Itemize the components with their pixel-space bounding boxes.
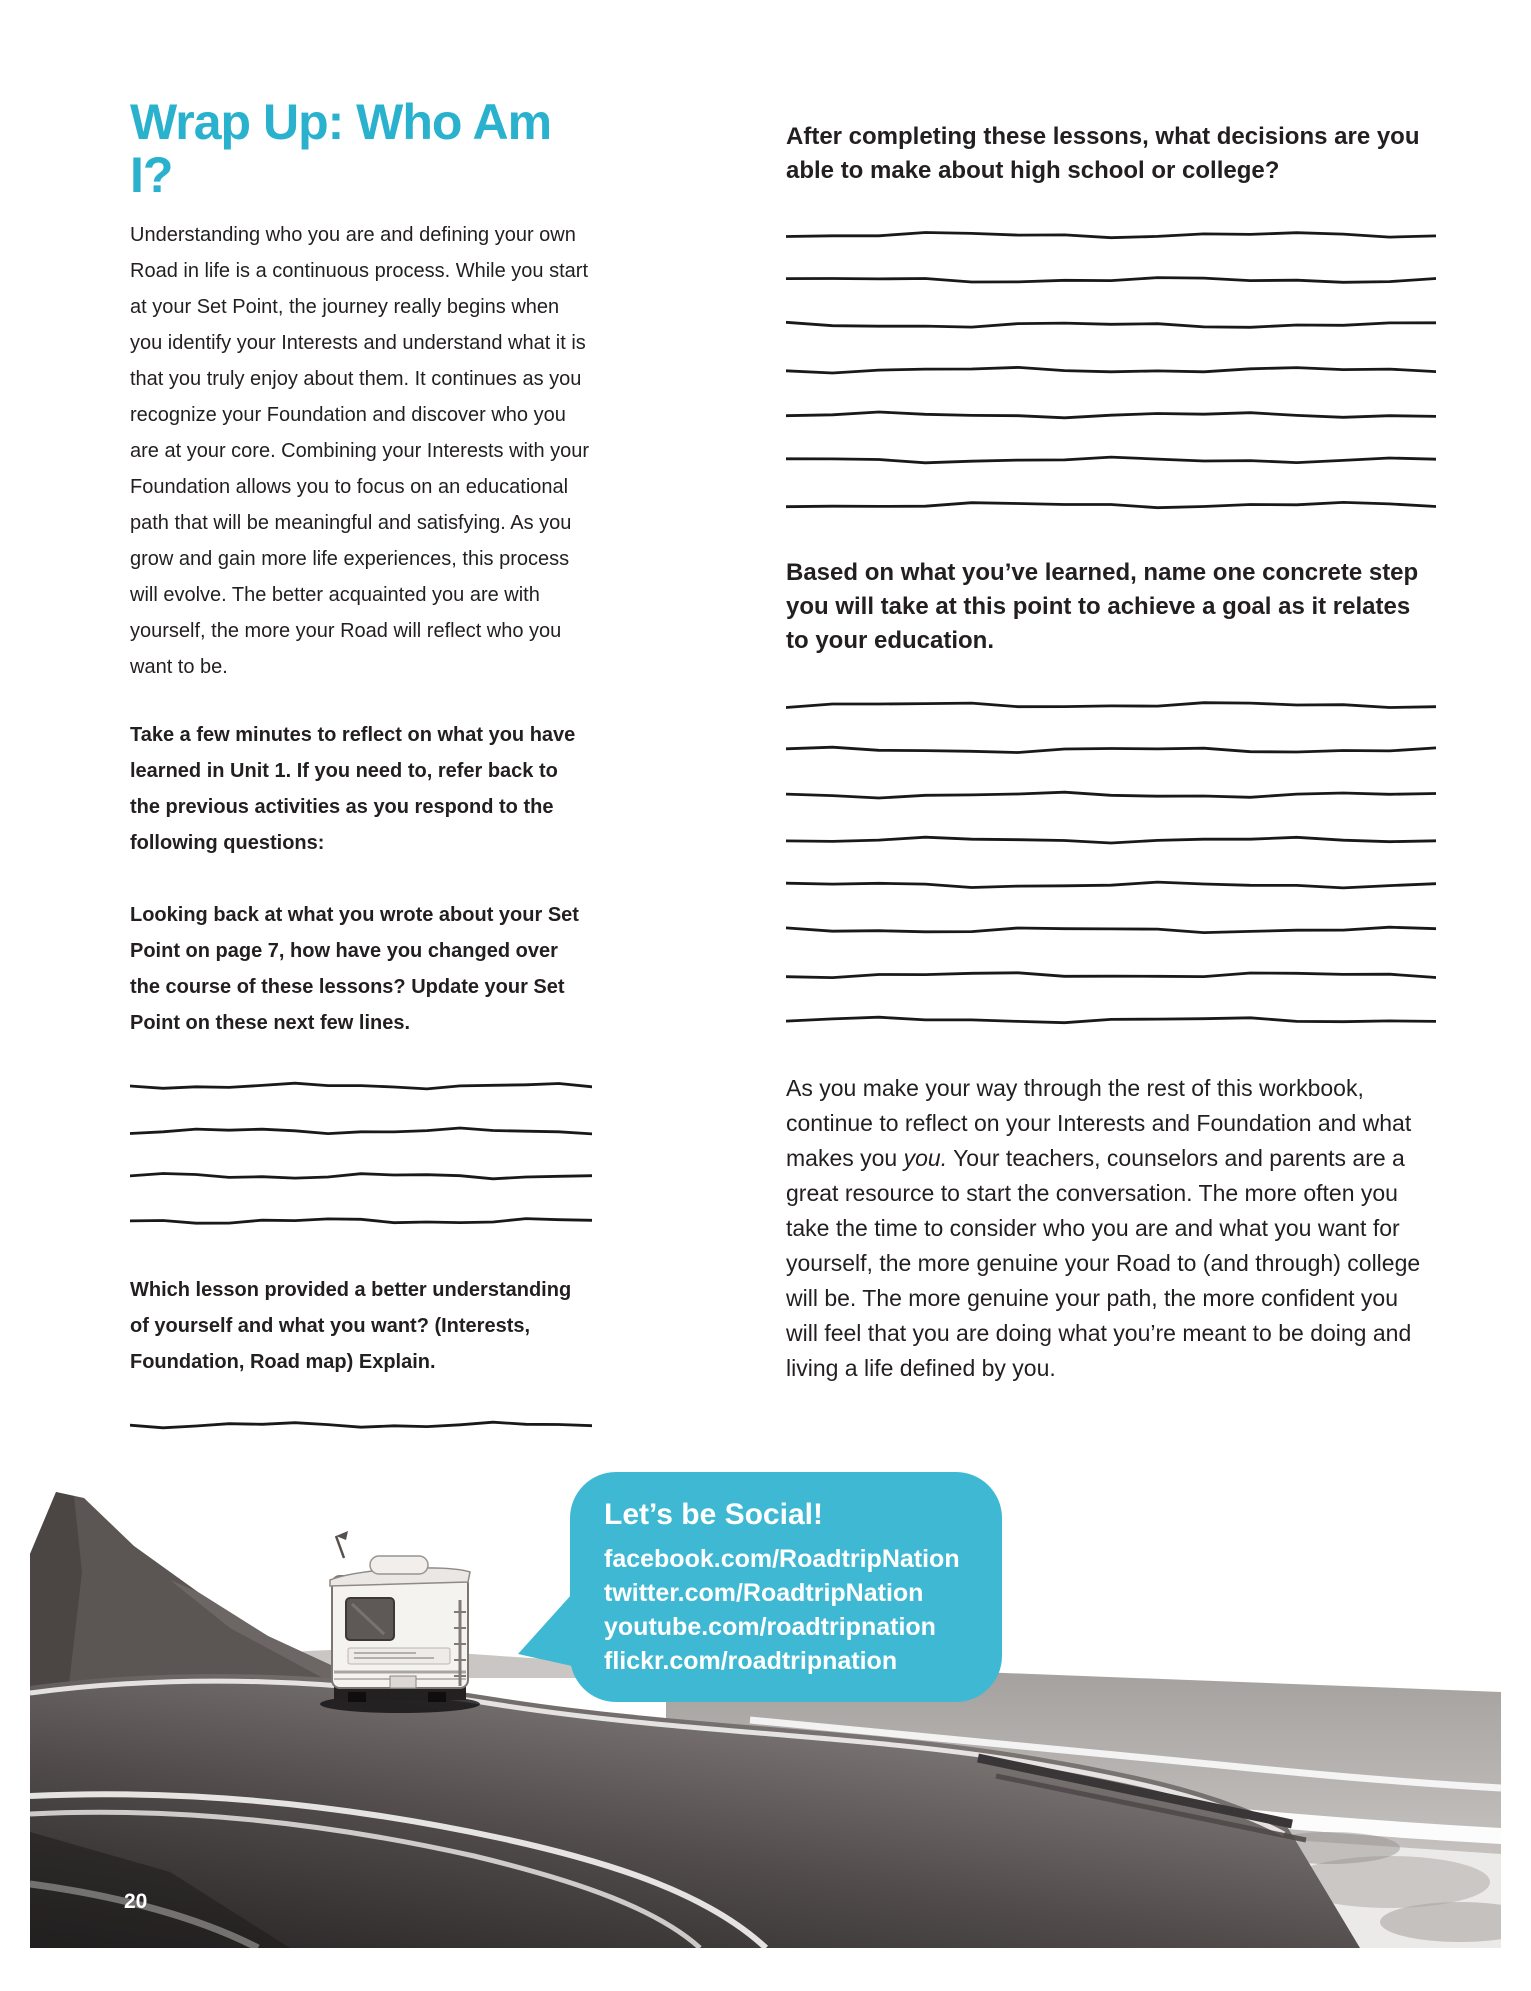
question-block-concrete-step — [786, 556, 1436, 1025]
page-number: 20 — [124, 1890, 148, 1913]
social-speech-bubble — [570, 1472, 1002, 1702]
answer-line[interactable] — [786, 700, 1436, 710]
closing-text-post: Your teachers, counselors and parents are a great resource to start the conversation. The more often you take the time to consider who you are and what you want for yourself, the more genuine your Road to (and through) college will be. The more genuine your path, the more confident you will feel that you are doing what you’re meant to be doing and living a life defined by you. — [786, 1145, 1421, 1381]
social-link-facebook[interactable]: facebook.com/RoadtripNation — [604, 1545, 960, 1573]
closing-text-pre: As you make your way through the rest of this workbook, continue to reflect on your Interests and Foundation and what makes you — [786, 1075, 1412, 1171]
answer-line[interactable] — [786, 365, 1436, 375]
answer-line[interactable] — [786, 835, 1436, 845]
answer-lines-set-point[interactable] — [130, 1081, 592, 1226]
right-column — [786, 120, 1436, 1386]
answer-line[interactable] — [130, 1171, 592, 1181]
answer-lines-decisions[interactable] — [786, 230, 1436, 510]
emphasized-you: you. — [903, 1145, 948, 1171]
bubble-tail — [518, 1592, 572, 1668]
answer-line[interactable] — [130, 1216, 592, 1226]
answer-line[interactable] — [130, 1420, 592, 1430]
answer-line[interactable] — [786, 230, 1436, 240]
social-link-twitter[interactable]: twitter.com/RoadtripNation — [604, 1579, 924, 1607]
answer-lines-concrete-step[interactable] — [786, 700, 1436, 1025]
answer-line[interactable] — [786, 790, 1436, 800]
answer-line[interactable] — [786, 745, 1436, 755]
intro-paragraph: Understanding who you are and defining your own Road in life is a continuous process. While you start at your Set Point, the journey really begins when you identify your Interests and understand what it is that you truly enjoy about them. It continues as you recognize your Foundation and discover who you are at your core. Combining your Interests with your Foundation allows you to focus on an educational path that will be meaningful and satisfying. As you grow and gain more life experiences, this process will evolve. The better acquainted you are with yourself, the more your Road will reflect who you want to be. — [130, 224, 590, 678]
question-decisions: After completing these lessons, what decisions are you able to make about high school or college? — [786, 123, 1420, 184]
social-title: Let’s be Social! — [604, 1498, 823, 1531]
social-link-flickr[interactable]: flickr.com/roadtripnation — [604, 1647, 898, 1675]
answer-line[interactable] — [786, 455, 1436, 465]
answer-line[interactable] — [786, 275, 1436, 285]
answer-line[interactable] — [786, 880, 1436, 890]
question-concrete-step: Based on what you’ve learned, name one concrete step you will take at this point to achieve a goal as it relates to your education. — [786, 559, 1419, 654]
answer-line[interactable] — [786, 925, 1436, 935]
answer-line[interactable] — [786, 320, 1436, 330]
answer-line[interactable] — [130, 1081, 592, 1091]
question-block-set-point — [130, 897, 592, 1226]
answer-line[interactable] — [786, 500, 1436, 510]
answer-line[interactable] — [786, 970, 1436, 980]
question-block-decisions — [786, 120, 1436, 510]
social-link-youtube[interactable]: youtube.com/roadtripnation — [604, 1613, 936, 1641]
page-title: Wrap Up: Who Am I? — [130, 94, 552, 203]
answer-line[interactable] — [786, 410, 1436, 420]
answer-line[interactable] — [786, 1015, 1436, 1025]
closing-paragraph — [786, 1071, 1436, 1386]
answer-line[interactable] — [130, 1126, 592, 1136]
question-set-point-update: Looking back at what you wrote about your Set Point on page 7, how have you changed over the course of these lessons? Update your Set Point on these next few lines. — [130, 904, 579, 1034]
left-column — [130, 96, 592, 1611]
question-lesson-understanding: Which lesson provided a better understanding of yourself and what you want? (Interests, Foundation, Road map) Explain. — [130, 1279, 572, 1373]
reflection-instructions: Take a few minutes to reflect on what you have learned in Unit 1. If you need to, refer back to the previous activities as you respond to the following questions: — [130, 724, 576, 854]
